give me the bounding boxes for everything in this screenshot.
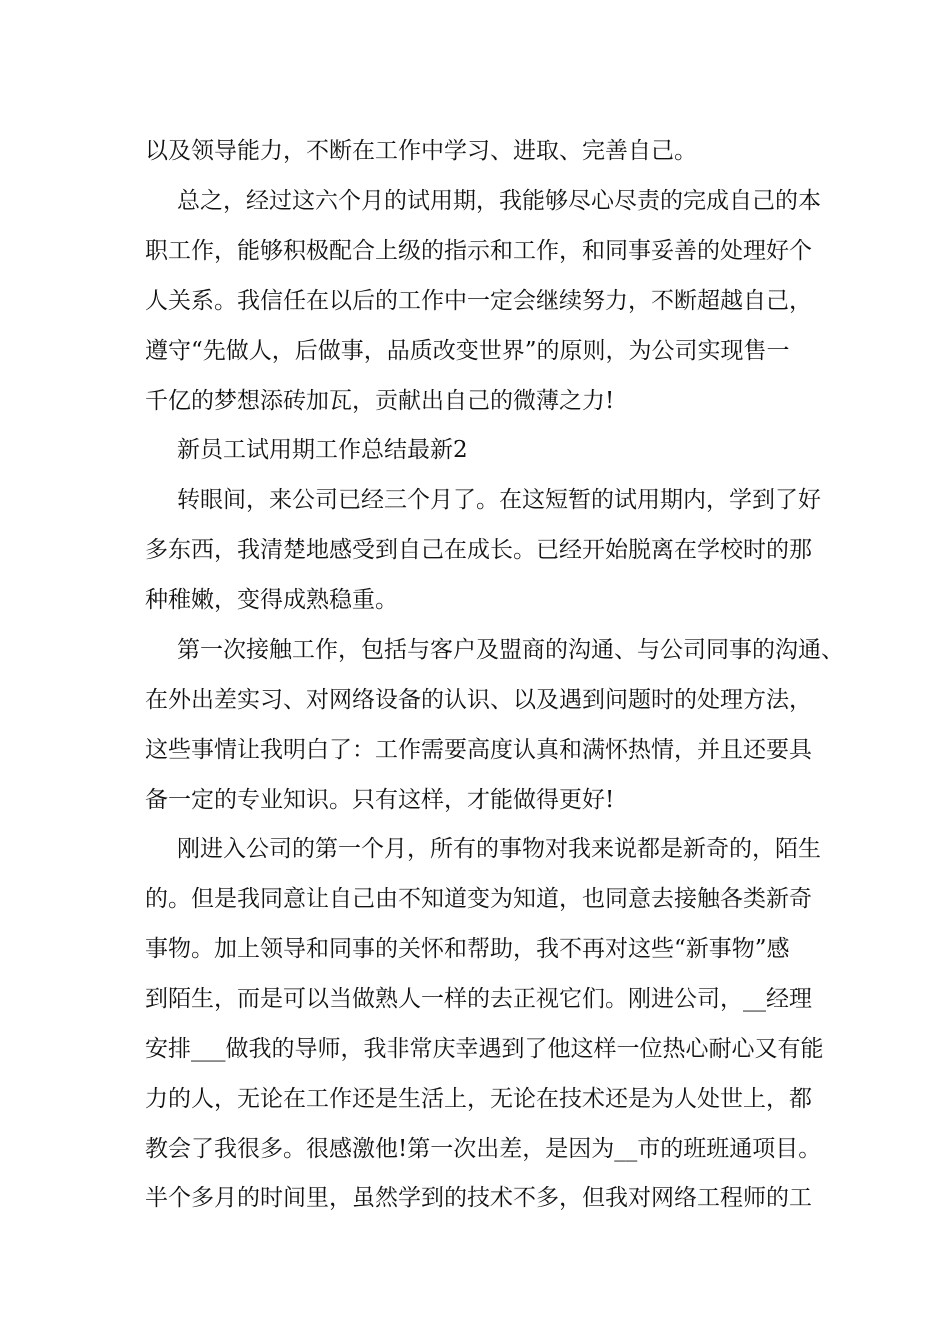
text-line: 半个多月的时间里，虽然学到的技术不多，但我对网络工程师的工 bbox=[145, 1185, 812, 1211]
text-line: 种稚嫩，变得成熟稳重。 bbox=[145, 587, 398, 613]
section-heading: 新员工试用期工作总结最新2 bbox=[177, 437, 468, 463]
paragraph-start-line: 转眼间，来公司已经三个月了。在这短暂的试用期内，学到了好 bbox=[177, 487, 821, 513]
text-line: 多东西，我清楚地感受到自己在成长。已经开始脱离在学校时的那 bbox=[145, 537, 812, 563]
text-line: 职工作，能够积极配合上级的指示和工作，和同事妥善的处理好个 bbox=[145, 238, 812, 264]
text-line: 到陌生，而是可以当做熟人一样的去正视它们。刚进公司，__经理 bbox=[145, 986, 812, 1012]
text-line: 人关系。我信任在以后的工作中一定会继续努力，不断超越自己， bbox=[145, 288, 812, 314]
text-line: 事物。加上领导和同事的关怀和帮助，我不再对这些“新事物”感 bbox=[145, 936, 790, 962]
paragraph-start-line: 刚进入公司的第一个月，所有的事物对我来说都是新奇的，陌生 bbox=[177, 836, 821, 862]
text-line: 安排___做我的导师，我非常庆幸遇到了他这样一位热心耐心又有能 bbox=[145, 1036, 824, 1062]
text-line: 教会了我很多。很感激他!第一次出差，是因为__市的班班通项目。 bbox=[145, 1136, 822, 1162]
text-line: 遵守“先做人，后做事，品质改变世界”的原则，为公司实现售一 bbox=[145, 338, 790, 364]
text-line: 千亿的梦想添砖加瓦，贡献出自己的微薄之力! bbox=[145, 388, 615, 414]
text-line: 这些事情让我明白了：工作需要高度认真和满怀热情，并且还要具 bbox=[145, 737, 812, 763]
text-line: 备一定的专业知识。只有这样，才能做得更好! bbox=[145, 787, 615, 813]
paragraph-start-line: 总之，经过这六个月的试用期，我能够尽心尽责的完成自己的本 bbox=[177, 188, 821, 214]
text-line: 以及领导能力，不断在工作中学习、进取、完善自己。 bbox=[145, 138, 697, 164]
text-line: 力的人，无论在工作还是生活上，无论在技术还是为人处世上，都 bbox=[145, 1086, 812, 1112]
text-line: 的。但是我同意让自己由不知道变为知道，也同意去接触各类新奇 bbox=[145, 886, 812, 912]
paragraph-start-line: 第一次接触工作，包括与客户及盟商的沟通、与公司同事的沟通、 bbox=[177, 637, 844, 663]
text-line: 在外出差实习、对网络设备的认识、以及遇到问题时的处理方法， bbox=[145, 687, 812, 713]
